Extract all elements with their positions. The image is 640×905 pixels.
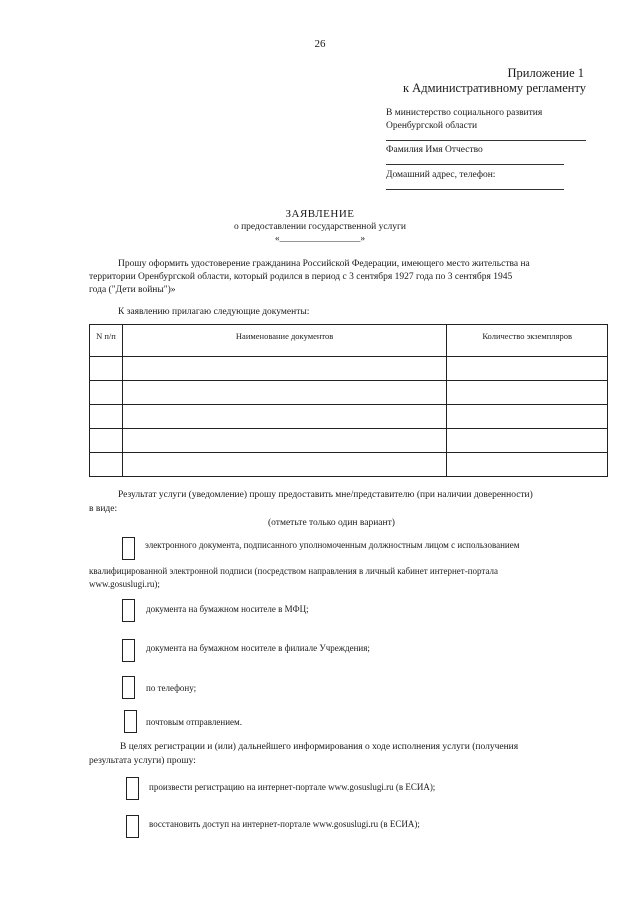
document-title: ЗАЯВЛЕНИЕ bbox=[285, 208, 355, 220]
checkbox-phone[interactable] bbox=[122, 676, 135, 699]
column-header-copies: Количество экземпляров bbox=[447, 325, 608, 357]
name-underline bbox=[386, 164, 564, 165]
table-row bbox=[90, 429, 608, 453]
addressee-line-2: Оренбургской области bbox=[386, 121, 478, 131]
column-header-document-name: Наименование документов bbox=[122, 325, 446, 357]
page-number: 26 bbox=[314, 38, 326, 50]
table-cell[interactable] bbox=[447, 357, 608, 381]
addressee-line-1: В министерство социального развития bbox=[386, 108, 543, 118]
table-cell[interactable] bbox=[122, 429, 446, 453]
table-cell[interactable] bbox=[447, 429, 608, 453]
name-label: Фамилия Имя Отчество bbox=[386, 145, 483, 155]
service-name-blank: «_________________» bbox=[274, 234, 366, 244]
option-restore-access: восстановить доступ на интернет-портале www.gosuslugi.ru (в ЕСИА); bbox=[149, 819, 420, 829]
table-cell[interactable] bbox=[447, 405, 608, 429]
checkbox-register-portal[interactable] bbox=[126, 777, 139, 800]
table-cell[interactable] bbox=[90, 453, 123, 477]
table-row bbox=[90, 453, 608, 477]
table-cell[interactable] bbox=[122, 453, 446, 477]
column-header-number: N п/п bbox=[90, 325, 123, 357]
result-line-2: в виде: bbox=[89, 504, 118, 514]
checkbox-restore-access[interactable] bbox=[126, 815, 139, 838]
table-cell[interactable] bbox=[447, 381, 608, 405]
table-cell[interactable] bbox=[122, 381, 446, 405]
table-cell[interactable] bbox=[90, 381, 123, 405]
documents-table bbox=[89, 324, 608, 477]
attachments-intro: К заявлению прилагаю следующие документы: bbox=[118, 307, 310, 317]
table-cell[interactable] bbox=[90, 429, 123, 453]
checkbox-mail[interactable] bbox=[124, 710, 137, 733]
address-label: Домашний адрес, телефон: bbox=[386, 170, 496, 180]
table-cell[interactable] bbox=[90, 405, 123, 429]
checkbox-paper-branch[interactable] bbox=[122, 639, 135, 662]
option-phone: по телефону; bbox=[146, 683, 197, 693]
option-register-portal: произвести регистрацию на интернет-портале www.gosuslugi.ru (в ЕСИА); bbox=[149, 782, 436, 792]
table-row bbox=[90, 405, 608, 429]
appendix-reference: к Административному регламенту bbox=[402, 81, 586, 95]
request-line-1: Прошу оформить удостоверение гражданина Российской Федерации, имеющего место жительства на bbox=[118, 259, 530, 269]
option-electronic-line-2: квалифицированной электронной подписи (посредством направления в личный кабинет интернет-портала bbox=[89, 566, 499, 576]
table-row bbox=[90, 381, 608, 405]
appendix-title: Приложение 1 bbox=[507, 66, 584, 80]
option-mail: почтовым отправлением. bbox=[146, 717, 242, 727]
option-paper-branch: документа на бумажном носителе в филиале Учреждения; bbox=[146, 643, 370, 653]
request-line-3: года ("Дети войны")» bbox=[89, 285, 176, 295]
table-cell[interactable] bbox=[122, 357, 446, 381]
checkbox-electronic-document[interactable] bbox=[122, 537, 135, 560]
table-cell[interactable] bbox=[90, 357, 123, 381]
result-hint: (отметьте только один вариант) bbox=[268, 518, 395, 528]
table-row bbox=[90, 357, 608, 381]
option-electronic-line-1: электронного документа, подписанного уполномоченным должностным лицом с использованием bbox=[145, 540, 520, 550]
option-paper-mfc: документа на бумажном носителе в МФЦ; bbox=[146, 604, 309, 614]
table-cell[interactable] bbox=[447, 453, 608, 477]
addressee-underline bbox=[386, 140, 586, 141]
option-electronic-line-3: www.gosuslugi.ru); bbox=[89, 579, 160, 589]
checkbox-paper-mfc[interactable] bbox=[122, 599, 135, 622]
table-header-row bbox=[90, 325, 608, 357]
registration-line-2: результата услуги) прошу: bbox=[89, 756, 196, 766]
registration-line-1: В целях регистрации и (или) дальнейшего информирования о ходе исполнения услуги (получения bbox=[120, 742, 519, 752]
result-line-1: Результат услуги (уведомление) прошу предоставить мне/представителю (при наличии доверенности) bbox=[118, 490, 533, 500]
request-line-2: территории Оренбургской области, который родился в период с 3 сентября 1927 года по 3 сентября 1945 bbox=[89, 272, 513, 282]
document-subtitle: о предоставлении государственной услуги bbox=[233, 222, 407, 232]
address-underline bbox=[386, 189, 564, 190]
table-cell[interactable] bbox=[122, 405, 446, 429]
